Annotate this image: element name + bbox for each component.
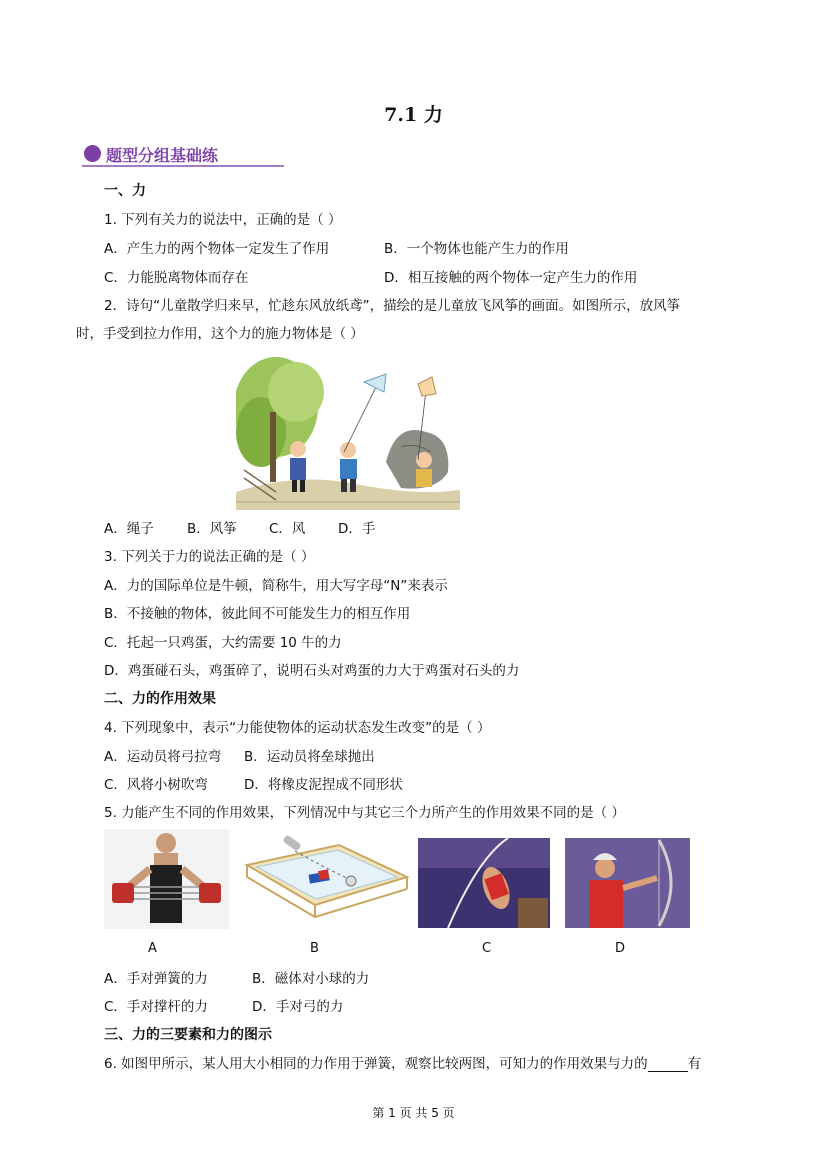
q5-image-label-c: C <box>482 941 492 956</box>
q2-option-a: A．绳子 <box>104 521 154 537</box>
banner-underline <box>82 165 284 167</box>
q6-stem <box>104 1052 701 1072</box>
archery-photo <box>565 838 690 928</box>
q2-stem-line2: 时，手受到拉力作用，这个力的施力物体是（ ） <box>76 326 364 342</box>
q3-option-a: A．力的国际单位是牛顿，简称牛，用大写字母“N”来表示 <box>104 578 448 594</box>
section-heading-2: 二、力的作用效果 <box>104 691 216 707</box>
q1-option-c: C．力能脱离物体而存在 <box>104 270 249 286</box>
q2-option-d: D．手 <box>338 521 376 537</box>
banner-label: 题型分组基础练 <box>106 146 219 165</box>
magnet-ball-diagram <box>243 835 411 929</box>
q4-stem: 4. 下列现象中，表示“力能使物体的运动状态发生改变”的是（ ） <box>104 720 491 736</box>
q3-option-c: C．托起一只鸡蛋，大约需要 10 牛的力 <box>104 635 342 651</box>
q3-option-d: D．鸡蛋碰石头，鸡蛋碎了，说明石头对鸡蛋的力大于鸡蛋对石头的力 <box>104 663 520 679</box>
q5-option-d: D．手对弓的力 <box>252 999 344 1015</box>
q2-stem-line1: 2．诗句“儿童散学归来早，忙趁东风放纸鸢”，描绘的是儿童放飞风筝的画面。如图所示，放风筝 <box>104 298 681 314</box>
q2-option-c: C．风 <box>269 521 306 537</box>
q3-stem: 3. 下列关于力的说法正确的是（ ） <box>104 549 315 565</box>
page-title: 7.1 力 <box>384 104 443 126</box>
section-banner <box>82 141 284 166</box>
q1-option-b: B．一个物体也能产生力的作用 <box>384 241 569 257</box>
q5-image-label-d: D <box>615 941 626 956</box>
q6-answer-blank <box>648 1057 688 1072</box>
pole-vault-photo <box>418 838 550 928</box>
kite-flying-illustration <box>236 352 460 510</box>
bullet-icon <box>84 145 101 162</box>
q1-option-a: A．产生力的两个物体一定发生了作用 <box>104 241 330 257</box>
q5-stem: 5. 力能产生不同的作用效果，下列情况中与其它三个力所产生的作用效果不同的是（ ） <box>104 805 625 821</box>
q5-image-label-a: A <box>148 941 157 956</box>
page-footer: 第 1 页 共 5 页 <box>372 1106 455 1120</box>
q4-option-a: A．运动员将弓拉弯 <box>104 749 222 765</box>
q1-stem: 1. 下列有关力的说法中，正确的是（ ） <box>104 212 342 228</box>
q3-option-b: B．不接触的物体，彼此间不可能发生力的相互作用 <box>104 606 411 622</box>
section-heading-3: 三、力的三要素和力的图示 <box>104 1027 272 1043</box>
q4-option-d: D．将橡皮泥捏成不同形状 <box>244 777 403 793</box>
q5-option-a: A．手对弹簧的力 <box>104 971 208 987</box>
q6-stem-tail: 有 <box>687 1056 702 1072</box>
q1-option-d: D．相互接触的两个物体一定产生力的作用 <box>384 270 638 286</box>
q4-option-b: B．运动员将垒球抛出 <box>244 749 375 765</box>
q6-stem-text: 6. 如图甲所示，某人用大小相同的力作用于弹簧，观察比较两图，可知力的作用效果与力的 <box>104 1056 648 1072</box>
section-heading-1: 一、力 <box>104 183 146 199</box>
q4-option-c: C．风将小树吹弯 <box>104 777 208 793</box>
q5-image-label-b: B <box>310 941 319 956</box>
spring-exerciser-photo <box>104 829 229 929</box>
q2-option-b: B．风筝 <box>187 521 237 537</box>
q5-option-b: B．磁体对小球的力 <box>252 971 370 987</box>
q5-option-c: C．手对撑杆的力 <box>104 999 208 1015</box>
